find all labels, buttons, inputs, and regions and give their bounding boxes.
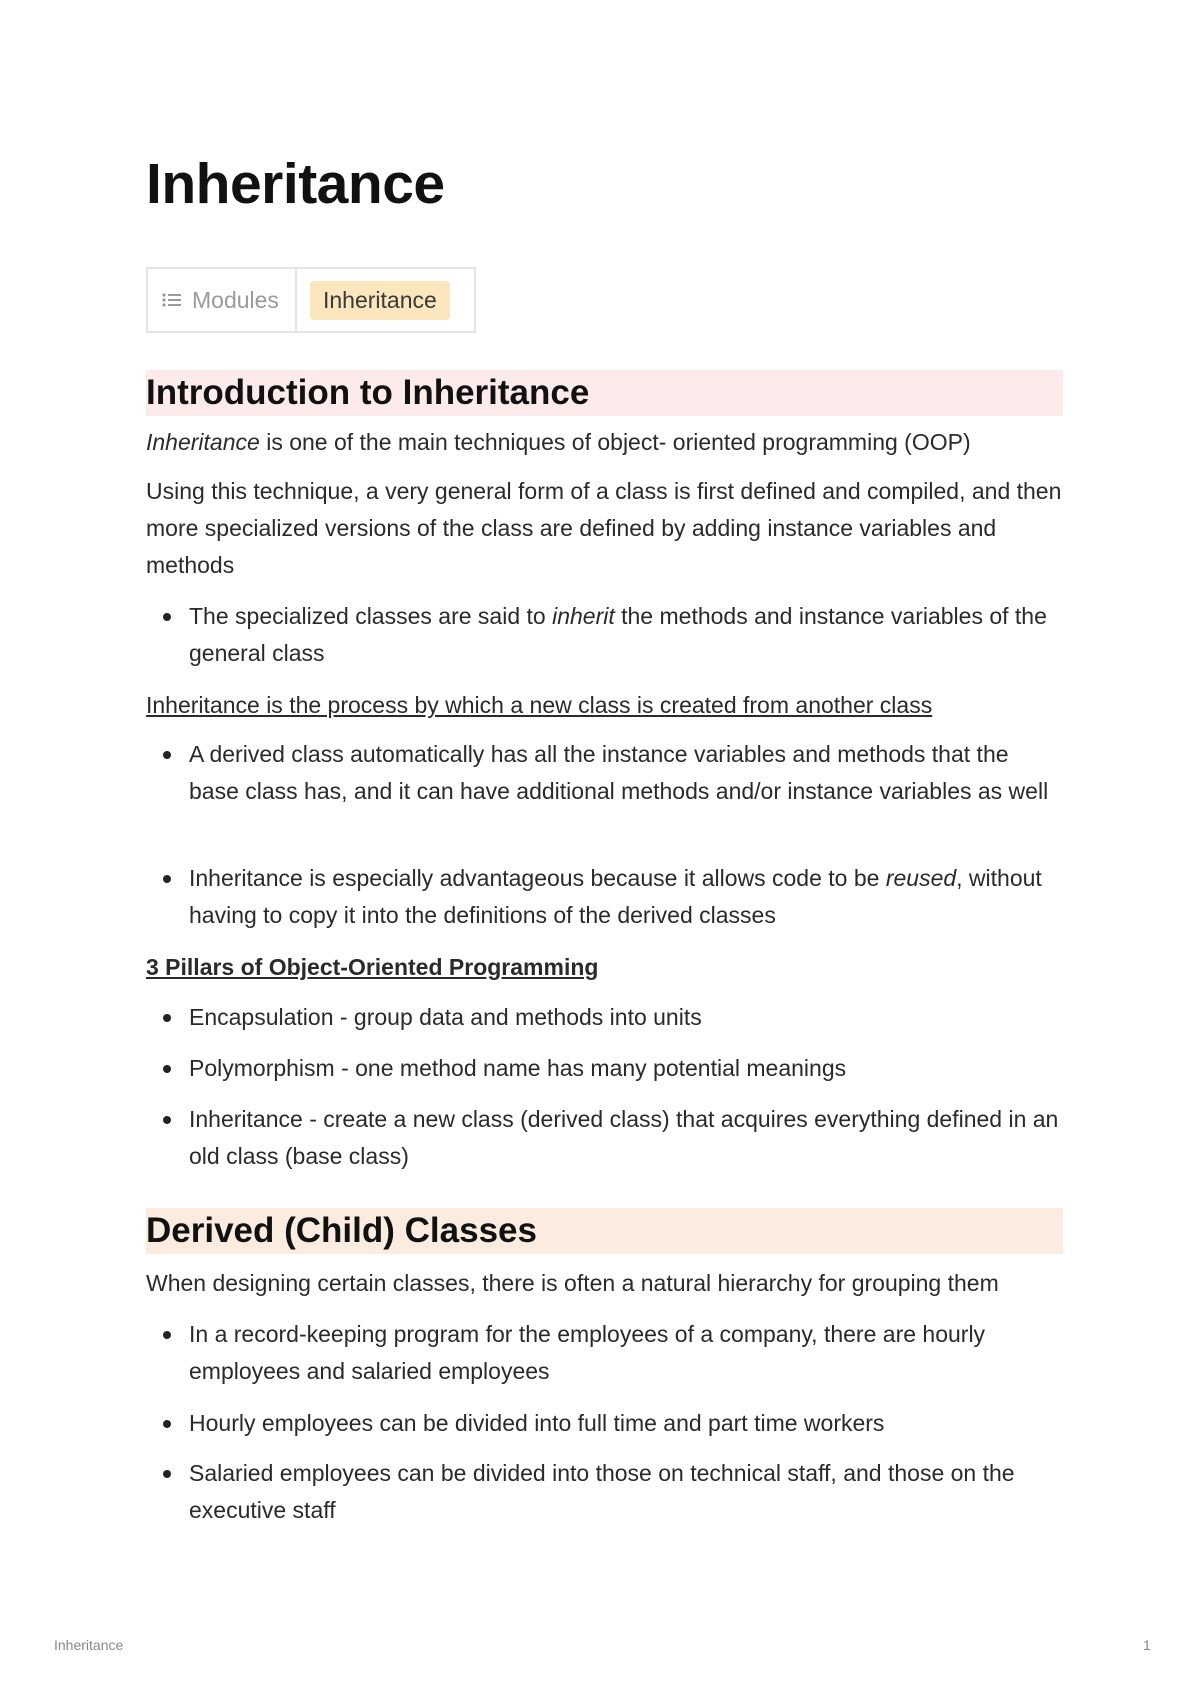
list-item: Encapsulation - group data and methods into units — [189, 999, 1063, 1036]
emphasis: reused — [885, 865, 957, 891]
list-item-text: , without having to copy it into the definitions of the derived classes — [189, 865, 1042, 928]
list-item-text: Inheritance is especially advantageous because it allows code to be — [189, 865, 886, 891]
paragraph: When designing certain classes, there is often a natural hierarchy for grouping them — [146, 1270, 999, 1296]
list-item-text: The specialized classes are said to — [189, 603, 553, 629]
paragraph: Using this technique, a very general form of a class is first defined and compiled, and then more specialized versions of the class are defined by adding instance variables and methods — [146, 478, 1062, 578]
page-number: 1 — [1143, 1637, 1151, 1653]
module-tag[interactable]: Inheritance — [310, 281, 450, 320]
emphasis: inherit — [552, 603, 615, 629]
list-item: Salaried employees can be divided into those on technical staff, and those on the executive staff — [189, 1455, 1063, 1529]
list-item: Hourly employees can be divided into full time and part time workers — [189, 1405, 1063, 1442]
footer-title: Inheritance — [54, 1637, 124, 1653]
list-item: Inheritance - create a new class (derived class) that acquires everything defined in an old class (base class) — [189, 1101, 1063, 1175]
pillars-heading: 3 Pillars of Object-Oriented Programming — [146, 954, 599, 980]
property-name-label: Modules — [192, 286, 279, 313]
underlined-definition: Inheritance is the process by which a new class is created from another class — [146, 692, 933, 718]
list-item: Polymorphism - one method name has many potential meanings — [189, 1050, 1063, 1087]
list-icon — [162, 287, 182, 314]
property-name — [148, 269, 297, 331]
property-row — [146, 267, 476, 333]
list-item: In a record-keeping program for the employees of a company, there are hourly employees and salaried employees — [189, 1316, 1063, 1390]
property-value — [297, 269, 474, 331]
list-item-text: the methods and instance variables of the general class — [189, 603, 1047, 666]
emphasis: Inheritance — [146, 429, 260, 455]
paragraph-text: is one of the main techniques of object- oriented programming (OOP) — [259, 429, 971, 455]
list-item: A derived class automatically has all the instance variables and methods that the base class has, and it can have additional methods and/or instance variables as well — [189, 736, 1063, 810]
page-title: Inheritance — [146, 152, 445, 216]
section-heading-introduction: Introduction to Inheritance — [146, 370, 1063, 416]
section-heading-derived-classes: Derived (Child) Classes — [146, 1208, 1063, 1254]
list-item — [189, 860, 1063, 934]
paragraph — [146, 424, 1063, 461]
list-item — [189, 598, 1063, 672]
